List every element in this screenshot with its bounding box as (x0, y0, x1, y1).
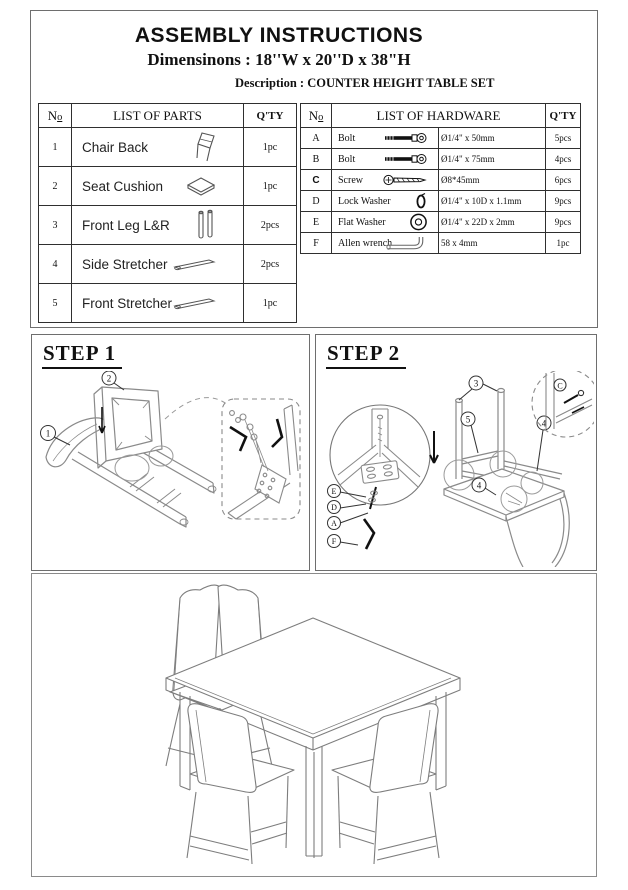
step1-diagram (32, 371, 307, 567)
page-title: ASSEMBLY INSTRUCTIONS (134, 24, 424, 47)
hardware-name: Flat Washer (338, 216, 386, 228)
hardware-list-header: LIST OF HARDWARE (332, 104, 546, 128)
parts-table-header-row (39, 104, 297, 128)
parts-table-row (39, 167, 297, 206)
detail-link (165, 398, 228, 419)
hardware-qty: 4pcs (546, 149, 581, 170)
stretcher-icon (171, 257, 217, 271)
svg-text:1: 1 (45, 428, 51, 439)
part-name-cell (72, 206, 244, 245)
hardware-no: C (301, 170, 332, 191)
header-section (30, 10, 598, 328)
part-name: Front Stretcher (82, 295, 173, 311)
parts-list-header: LIST OF PARTS (72, 104, 244, 128)
hardware-table-row (301, 149, 581, 170)
part-name-cell (72, 284, 244, 323)
hardware-table-row (301, 191, 581, 212)
hardware-spec: 58 x 4mm (439, 233, 546, 254)
hardware-name-cell (332, 149, 439, 170)
part-qty: 1pc (244, 128, 297, 167)
parts-qty-header: Q'TY (244, 104, 297, 128)
parts-table (38, 103, 297, 323)
hardware-qty: 9pcs (546, 212, 581, 233)
insert-arrow (430, 431, 438, 463)
flat-washer-icon (409, 213, 428, 232)
svg-text:D: D (331, 503, 337, 512)
hardware-spec: Ø1/4" x 22D x 2mm (439, 212, 546, 233)
hardware-name-cell (332, 128, 439, 149)
detail-inset (222, 399, 300, 519)
hardware-name: Allen wrench (338, 237, 393, 249)
part-name-cell (72, 128, 244, 167)
stretcher-icon (171, 296, 217, 310)
hardware-spec: Ø1/4" x 50mm (439, 128, 546, 149)
hardware-qty: 1pc (546, 233, 581, 254)
bolt-icon (382, 152, 428, 166)
hardware-name: Lock Washer (338, 195, 391, 207)
hardware-name: Screw (338, 174, 363, 186)
hardware-no: B (301, 149, 332, 170)
allen-wrench-icon (384, 233, 428, 253)
hardware-spec: Ø8*45mm (439, 170, 546, 191)
svg-text:C: C (557, 381, 563, 391)
svg-text:4: 4 (476, 480, 482, 491)
step1-heading: STEP 1 (42, 341, 122, 369)
part-no: 1 (39, 128, 72, 167)
parts-table-row (39, 206, 297, 245)
step2-heading: STEP 2 (326, 341, 406, 369)
description-line: Description : COUNTER HEIGHT TABLE SET (235, 76, 495, 90)
assembled-view-section (31, 573, 597, 877)
hardware-table-header-row (301, 104, 581, 128)
step1-section (31, 334, 310, 571)
part-name: Side Stretcher (82, 256, 168, 272)
hardware-qty: 6pcs (546, 170, 581, 191)
hardware-table (300, 103, 581, 254)
parts-no-header: No (39, 104, 72, 128)
bolt-icon (382, 131, 428, 145)
part-qty: 2pcs (244, 245, 297, 284)
svg-text:3: 3 (473, 378, 479, 389)
hardware-table-body (301, 128, 581, 254)
hardware-no: A (301, 128, 332, 149)
hardware-qty: 5pcs (546, 128, 581, 149)
part-no: 4 (39, 245, 72, 284)
hardware-name-cell (332, 212, 439, 233)
hardware-name-cell (332, 233, 439, 254)
part-no: 2 (39, 167, 72, 206)
step2-diagram (316, 371, 594, 567)
screw-icon (382, 173, 428, 187)
assembled-table-set-drawing (32, 574, 594, 874)
hardware-table-row (301, 233, 581, 254)
chair-back-icon (191, 131, 217, 163)
hardware-name: Bolt (338, 132, 356, 144)
svg-text:5: 5 (465, 414, 471, 425)
part-name-cell (72, 245, 244, 284)
hardware-spec: Ø1/4" x 10D x 1.1mm (439, 191, 546, 212)
hardware-no: F (301, 233, 332, 254)
lock-washer-icon (414, 192, 428, 210)
part-qty: 2pcs (244, 206, 297, 245)
svg-text:F: F (331, 537, 337, 546)
parts-table-body (39, 128, 297, 323)
seat-cushion-icon (185, 176, 217, 196)
part-no: 5 (39, 284, 72, 323)
svg-text:E: E (331, 487, 337, 496)
parts-table-row (39, 245, 297, 284)
hardware-table-row (301, 170, 581, 191)
hardware-name-cell (332, 170, 439, 191)
hardware-name-cell (332, 191, 439, 212)
part-qty: 1pc (244, 284, 297, 323)
hardware-no: E (301, 212, 332, 233)
parts-table-row (39, 284, 297, 323)
hardware-spec: Ø1/4" x 75mm (439, 149, 546, 170)
svg-text:A: A (331, 519, 337, 528)
hardware-qty-header: Q'TY (546, 104, 581, 128)
part-name: Front Leg L&R (82, 217, 170, 233)
svg-text:2: 2 (106, 373, 112, 384)
hardware-table-row (301, 212, 581, 233)
front-legs-icon (195, 209, 217, 241)
parts-table-row (39, 128, 297, 167)
part-no: 3 (39, 206, 72, 245)
dimensions-line: Dimensinons : 18''W x 20''D x 38"H (147, 50, 411, 69)
front-right-chair (332, 704, 439, 864)
part-name: Seat Cushion (82, 178, 164, 194)
hardware-no: D (301, 191, 332, 212)
front-left-chair (187, 704, 294, 864)
hardware-qty: 9pcs (546, 191, 581, 212)
svg-text:4: 4 (541, 418, 547, 429)
seat-frame-drawing (94, 387, 162, 468)
hardware-table-row (301, 128, 581, 149)
part-name-cell (72, 167, 244, 206)
hardware-no-header: No (301, 104, 332, 128)
hardware-name: Bolt (338, 153, 356, 165)
step2-section (315, 334, 597, 571)
part-qty: 1pc (244, 167, 297, 206)
part-name: Chair Back (82, 139, 149, 155)
